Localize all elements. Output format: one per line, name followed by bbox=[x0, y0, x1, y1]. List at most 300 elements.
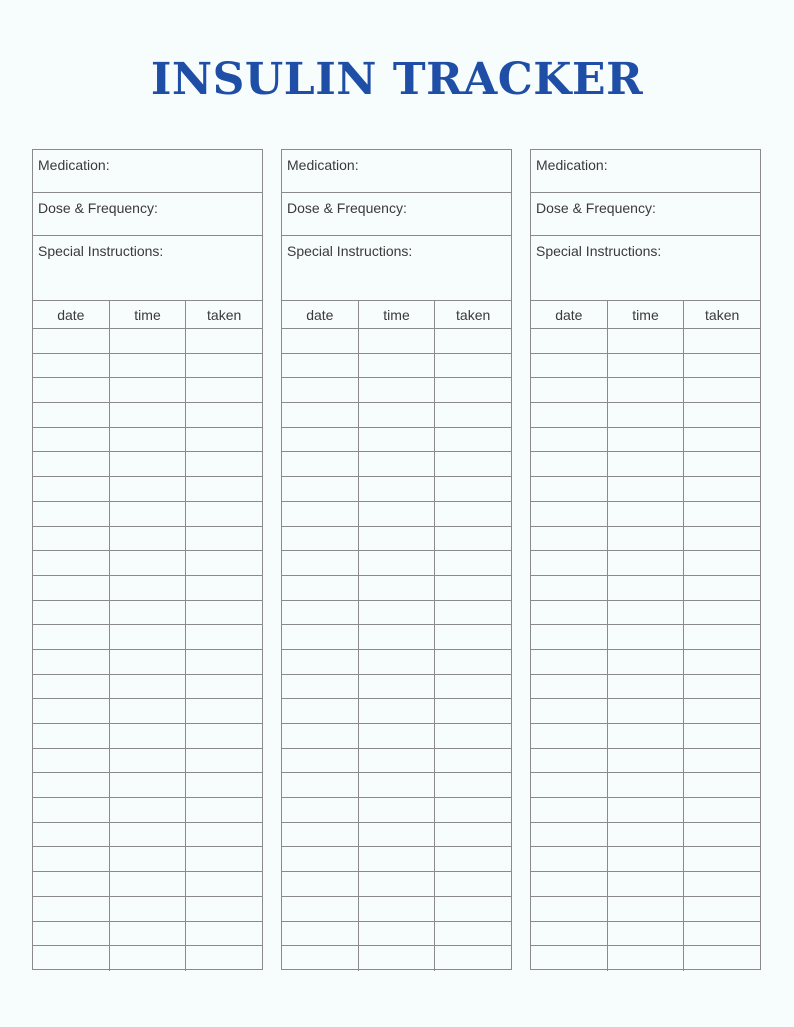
log-cell-taken[interactable] bbox=[186, 823, 262, 847]
log-cell-date[interactable] bbox=[33, 847, 110, 871]
log-cell-date[interactable] bbox=[531, 403, 608, 427]
log-cell-taken[interactable] bbox=[684, 699, 760, 723]
log-cell-date[interactable] bbox=[282, 452, 359, 476]
log-row bbox=[282, 354, 511, 379]
dose-frequency-label: Dose & Frequency: bbox=[536, 200, 656, 216]
log-cell-date[interactable] bbox=[33, 823, 110, 847]
log-cell-time[interactable] bbox=[608, 872, 685, 896]
log-cell-date[interactable] bbox=[282, 354, 359, 378]
log-cell-taken[interactable] bbox=[186, 354, 262, 378]
log-cell-time[interactable] bbox=[608, 699, 685, 723]
log-cell-time[interactable] bbox=[359, 403, 436, 427]
log-cell-time[interactable] bbox=[608, 601, 685, 625]
log-cell-taken[interactable] bbox=[435, 798, 511, 822]
log-cell-taken[interactable] bbox=[435, 699, 511, 723]
log-row bbox=[33, 650, 262, 675]
log-cell-taken[interactable] bbox=[186, 576, 262, 600]
tracker-table-2 bbox=[281, 149, 512, 970]
log-cell-date[interactable] bbox=[531, 378, 608, 402]
log-cell-time[interactable] bbox=[359, 527, 436, 551]
log-row bbox=[531, 773, 760, 798]
log-cell-time[interactable] bbox=[359, 650, 436, 674]
log-row bbox=[33, 872, 262, 897]
log-row bbox=[33, 749, 262, 774]
log-cell-taken[interactable] bbox=[435, 329, 511, 353]
log-cell-taken[interactable] bbox=[684, 502, 760, 526]
log-cell-date[interactable] bbox=[282, 922, 359, 946]
log-cell-time[interactable] bbox=[359, 675, 436, 699]
log-cell-date[interactable] bbox=[531, 699, 608, 723]
log-cell-date[interactable] bbox=[282, 576, 359, 600]
log-cell-date[interactable] bbox=[531, 428, 608, 452]
log-row bbox=[33, 551, 262, 576]
tracker-table-3 bbox=[530, 149, 761, 970]
log-cell-date[interactable] bbox=[33, 378, 110, 402]
log-cell-taken[interactable] bbox=[435, 428, 511, 452]
log-cell-date[interactable] bbox=[531, 502, 608, 526]
log-cell-date[interactable] bbox=[282, 329, 359, 353]
log-cell-date[interactable] bbox=[531, 625, 608, 649]
log-cell-time[interactable] bbox=[608, 773, 685, 797]
log-cell-taken[interactable] bbox=[186, 773, 262, 797]
log-cell-date[interactable] bbox=[282, 798, 359, 822]
log-cell-taken[interactable] bbox=[684, 773, 760, 797]
medication-field[interactable] bbox=[282, 150, 511, 193]
log-cell-taken[interactable] bbox=[186, 601, 262, 625]
log-cell-time[interactable] bbox=[110, 773, 187, 797]
log-row bbox=[33, 675, 262, 700]
column-header-taken: taken bbox=[456, 307, 491, 323]
log-cell-date[interactable] bbox=[33, 625, 110, 649]
log-cell-taken[interactable] bbox=[435, 354, 511, 378]
log-cell-taken[interactable] bbox=[186, 428, 262, 452]
log-cell-date[interactable] bbox=[282, 502, 359, 526]
log-cell-date[interactable] bbox=[282, 625, 359, 649]
log-cell-time[interactable] bbox=[110, 823, 187, 847]
special-instructions-field[interactable] bbox=[33, 236, 262, 301]
log-cell-date[interactable] bbox=[531, 477, 608, 501]
log-cell-taken[interactable] bbox=[435, 675, 511, 699]
log-cell-taken[interactable] bbox=[186, 872, 262, 896]
log-cell-date[interactable] bbox=[33, 922, 110, 946]
log-cell-time[interactable] bbox=[359, 872, 436, 896]
log-cell-date[interactable] bbox=[33, 897, 110, 921]
dose-frequency-field[interactable] bbox=[33, 193, 262, 236]
log-cell-taken[interactable] bbox=[684, 378, 760, 402]
log-cell-taken[interactable] bbox=[186, 551, 262, 575]
log-cell-date[interactable] bbox=[531, 897, 608, 921]
log-cell-time[interactable] bbox=[359, 946, 436, 971]
log-cell-time[interactable] bbox=[110, 650, 187, 674]
log-cell-time[interactable] bbox=[359, 922, 436, 946]
log-cell-time[interactable] bbox=[608, 625, 685, 649]
log-rows bbox=[33, 329, 262, 971]
log-cell-date[interactable] bbox=[531, 675, 608, 699]
log-row bbox=[531, 403, 760, 428]
special-instructions-field[interactable] bbox=[282, 236, 511, 301]
log-cell-time[interactable] bbox=[608, 428, 685, 452]
log-cell-time[interactable] bbox=[359, 477, 436, 501]
log-cell-taken[interactable] bbox=[186, 403, 262, 427]
log-cell-taken[interactable] bbox=[435, 378, 511, 402]
log-cell-taken[interactable] bbox=[435, 897, 511, 921]
log-cell-taken[interactable] bbox=[684, 477, 760, 501]
log-row bbox=[33, 773, 262, 798]
log-cell-taken[interactable] bbox=[186, 378, 262, 402]
log-row bbox=[33, 354, 262, 379]
log-cell-date[interactable] bbox=[531, 749, 608, 773]
log-row bbox=[33, 699, 262, 724]
log-row bbox=[531, 872, 760, 897]
log-cell-date[interactable] bbox=[531, 724, 608, 748]
log-cell-taken[interactable] bbox=[435, 650, 511, 674]
log-row bbox=[282, 749, 511, 774]
log-cell-taken[interactable] bbox=[435, 601, 511, 625]
log-row bbox=[531, 847, 760, 872]
log-cell-time[interactable] bbox=[110, 897, 187, 921]
log-cell-date[interactable] bbox=[531, 798, 608, 822]
log-cell-time[interactable] bbox=[608, 897, 685, 921]
log-cell-taken[interactable] bbox=[435, 403, 511, 427]
log-cell-time[interactable] bbox=[110, 625, 187, 649]
log-cell-time[interactable] bbox=[359, 601, 436, 625]
log-cell-date[interactable] bbox=[531, 922, 608, 946]
log-cell-time[interactable] bbox=[608, 527, 685, 551]
log-cell-taken[interactable] bbox=[684, 551, 760, 575]
log-cell-time[interactable] bbox=[608, 749, 685, 773]
log-cell-time[interactable] bbox=[110, 551, 187, 575]
log-cell-time[interactable] bbox=[608, 576, 685, 600]
log-cell-date[interactable] bbox=[531, 576, 608, 600]
log-row bbox=[282, 502, 511, 527]
log-cell-time[interactable] bbox=[608, 798, 685, 822]
log-row bbox=[33, 452, 262, 477]
log-cell-taken[interactable] bbox=[684, 897, 760, 921]
log-cell-taken[interactable] bbox=[684, 601, 760, 625]
log-row bbox=[282, 477, 511, 502]
log-row bbox=[33, 502, 262, 527]
log-cell-date[interactable] bbox=[33, 724, 110, 748]
log-cell-taken[interactable] bbox=[435, 749, 511, 773]
medication-label: Medication: bbox=[38, 157, 110, 173]
log-cell-date[interactable] bbox=[282, 527, 359, 551]
log-row bbox=[531, 428, 760, 453]
log-cell-date[interactable] bbox=[282, 823, 359, 847]
log-row bbox=[33, 428, 262, 453]
log-cell-date[interactable] bbox=[531, 452, 608, 476]
log-cell-date[interactable] bbox=[33, 749, 110, 773]
log-cell-date[interactable] bbox=[33, 502, 110, 526]
log-cell-time[interactable] bbox=[359, 378, 436, 402]
log-cell-time[interactable] bbox=[110, 749, 187, 773]
log-cell-time[interactable] bbox=[608, 847, 685, 871]
log-cell-time[interactable] bbox=[359, 502, 436, 526]
log-cell-date[interactable] bbox=[33, 477, 110, 501]
log-cell-time[interactable] bbox=[110, 354, 187, 378]
log-cell-date[interactable] bbox=[531, 329, 608, 353]
log-cell-taken[interactable] bbox=[435, 823, 511, 847]
log-cell-taken[interactable] bbox=[435, 724, 511, 748]
log-cell-taken[interactable] bbox=[435, 922, 511, 946]
log-row bbox=[282, 551, 511, 576]
log-row bbox=[282, 798, 511, 823]
log-cell-taken[interactable] bbox=[435, 477, 511, 501]
log-row bbox=[531, 452, 760, 477]
log-cell-taken[interactable] bbox=[186, 477, 262, 501]
log-cell-time[interactable] bbox=[110, 452, 187, 476]
log-cell-time[interactable] bbox=[359, 847, 436, 871]
log-cell-taken[interactable] bbox=[186, 749, 262, 773]
log-cell-time[interactable] bbox=[608, 551, 685, 575]
log-cell-date[interactable] bbox=[282, 650, 359, 674]
log-cell-time[interactable] bbox=[359, 428, 436, 452]
log-row bbox=[33, 403, 262, 428]
log-cell-taken[interactable] bbox=[186, 527, 262, 551]
log-cell-taken[interactable] bbox=[435, 527, 511, 551]
log-cell-time[interactable] bbox=[359, 354, 436, 378]
log-cell-date[interactable] bbox=[33, 329, 110, 353]
log-cell-taken[interactable] bbox=[684, 428, 760, 452]
log-cell-date[interactable] bbox=[282, 847, 359, 871]
log-cell-time[interactable] bbox=[608, 329, 685, 353]
log-cell-taken[interactable] bbox=[684, 847, 760, 871]
log-cell-date[interactable] bbox=[282, 403, 359, 427]
log-cell-date[interactable] bbox=[531, 823, 608, 847]
log-cell-taken[interactable] bbox=[684, 823, 760, 847]
log-cell-taken[interactable] bbox=[435, 773, 511, 797]
log-row bbox=[33, 724, 262, 749]
log-cell-date[interactable] bbox=[282, 378, 359, 402]
log-cell-date[interactable] bbox=[531, 354, 608, 378]
log-cell-date[interactable] bbox=[33, 798, 110, 822]
dose-frequency-field[interactable] bbox=[531, 193, 760, 236]
log-cell-taken[interactable] bbox=[435, 946, 511, 971]
log-cell-taken[interactable] bbox=[684, 724, 760, 748]
log-cell-time[interactable] bbox=[359, 823, 436, 847]
log-row bbox=[531, 625, 760, 650]
log-cell-taken[interactable] bbox=[186, 452, 262, 476]
log-cell-time[interactable] bbox=[110, 601, 187, 625]
log-cell-date[interactable] bbox=[33, 403, 110, 427]
log-cell-time[interactable] bbox=[110, 798, 187, 822]
log-header-row bbox=[33, 301, 262, 329]
log-cell-taken[interactable] bbox=[684, 872, 760, 896]
log-cell-time[interactable] bbox=[359, 897, 436, 921]
log-row bbox=[33, 576, 262, 601]
log-cell-taken[interactable] bbox=[186, 847, 262, 871]
log-cell-date[interactable] bbox=[282, 477, 359, 501]
log-cell-taken[interactable] bbox=[684, 403, 760, 427]
log-cell-date[interactable] bbox=[33, 872, 110, 896]
log-cell-date[interactable] bbox=[282, 551, 359, 575]
log-row bbox=[33, 601, 262, 626]
log-cell-date[interactable] bbox=[282, 601, 359, 625]
log-cell-time[interactable] bbox=[608, 823, 685, 847]
log-cell-date[interactable] bbox=[282, 699, 359, 723]
log-cell-time[interactable] bbox=[110, 724, 187, 748]
log-row bbox=[282, 428, 511, 453]
log-row bbox=[282, 922, 511, 947]
log-cell-time[interactable] bbox=[359, 724, 436, 748]
log-cell-taken[interactable] bbox=[435, 502, 511, 526]
log-cell-time[interactable] bbox=[110, 403, 187, 427]
medication-label: Medication: bbox=[536, 157, 608, 173]
log-cell-time[interactable] bbox=[608, 650, 685, 674]
log-rows bbox=[531, 329, 760, 971]
log-cell-time[interactable] bbox=[110, 847, 187, 871]
log-row bbox=[531, 675, 760, 700]
log-cell-time[interactable] bbox=[359, 329, 436, 353]
log-cell-time[interactable] bbox=[608, 946, 685, 971]
log-cell-time[interactable] bbox=[110, 946, 187, 971]
log-cell-time[interactable] bbox=[110, 502, 187, 526]
log-cell-taken[interactable] bbox=[186, 502, 262, 526]
log-cell-taken[interactable] bbox=[186, 675, 262, 699]
special-instructions-field[interactable] bbox=[531, 236, 760, 301]
log-row bbox=[282, 897, 511, 922]
log-cell-taken[interactable] bbox=[186, 798, 262, 822]
log-cell-date[interactable] bbox=[531, 946, 608, 971]
column-header-time: time bbox=[110, 301, 187, 328]
column-header-date: date bbox=[531, 301, 608, 328]
medication-field[interactable] bbox=[33, 150, 262, 193]
log-cell-time[interactable] bbox=[110, 675, 187, 699]
log-cell-date[interactable] bbox=[33, 354, 110, 378]
log-cell-taken[interactable] bbox=[186, 724, 262, 748]
log-cell-date[interactable] bbox=[282, 724, 359, 748]
log-cell-taken[interactable] bbox=[186, 329, 262, 353]
log-cell-time[interactable] bbox=[608, 922, 685, 946]
log-row bbox=[282, 329, 511, 354]
log-cell-time[interactable] bbox=[110, 428, 187, 452]
log-cell-time[interactable] bbox=[359, 699, 436, 723]
log-cell-date[interactable] bbox=[531, 551, 608, 575]
log-cell-date[interactable] bbox=[282, 946, 359, 971]
log-cell-date[interactable] bbox=[33, 773, 110, 797]
log-row bbox=[531, 329, 760, 354]
log-cell-taken[interactable] bbox=[435, 452, 511, 476]
log-cell-time[interactable] bbox=[110, 329, 187, 353]
log-cell-taken[interactable] bbox=[684, 452, 760, 476]
log-cell-taken[interactable] bbox=[684, 354, 760, 378]
log-cell-taken[interactable] bbox=[186, 922, 262, 946]
log-cell-date[interactable] bbox=[282, 773, 359, 797]
medication-label: Medication: bbox=[287, 157, 359, 173]
log-cell-time[interactable] bbox=[110, 699, 187, 723]
log-cell-taken[interactable] bbox=[684, 576, 760, 600]
log-row bbox=[33, 527, 262, 552]
log-cell-date[interactable] bbox=[33, 650, 110, 674]
log-cell-taken[interactable] bbox=[435, 625, 511, 649]
log-cell-time[interactable] bbox=[110, 527, 187, 551]
log-cell-date[interactable] bbox=[282, 428, 359, 452]
log-cell-time[interactable] bbox=[110, 922, 187, 946]
log-cell-taken[interactable] bbox=[684, 329, 760, 353]
log-cell-time[interactable] bbox=[608, 502, 685, 526]
log-cell-time[interactable] bbox=[359, 749, 436, 773]
log-cell-date[interactable] bbox=[33, 527, 110, 551]
log-cell-time[interactable] bbox=[359, 625, 436, 649]
log-cell-taken[interactable] bbox=[684, 625, 760, 649]
log-cell-taken[interactable] bbox=[186, 650, 262, 674]
log-cell-date[interactable] bbox=[531, 527, 608, 551]
log-cell-taken[interactable] bbox=[684, 749, 760, 773]
log-cell-taken[interactable] bbox=[684, 922, 760, 946]
log-row bbox=[531, 922, 760, 947]
log-cell-time[interactable] bbox=[359, 773, 436, 797]
log-cell-date[interactable] bbox=[531, 847, 608, 871]
log-cell-date[interactable] bbox=[531, 601, 608, 625]
log-cell-taken[interactable] bbox=[186, 625, 262, 649]
log-header-row bbox=[282, 301, 511, 329]
log-row bbox=[33, 946, 262, 971]
log-cell-date[interactable] bbox=[282, 749, 359, 773]
log-cell-time[interactable] bbox=[359, 452, 436, 476]
log-cell-taken[interactable] bbox=[186, 699, 262, 723]
log-cell-date[interactable] bbox=[33, 576, 110, 600]
log-cell-date[interactable] bbox=[531, 773, 608, 797]
log-cell-taken[interactable] bbox=[684, 798, 760, 822]
log-cell-taken[interactable] bbox=[684, 650, 760, 674]
log-cell-time[interactable] bbox=[110, 378, 187, 402]
log-cell-taken[interactable] bbox=[186, 897, 262, 921]
log-cell-date[interactable] bbox=[33, 699, 110, 723]
log-cell-taken[interactable] bbox=[435, 551, 511, 575]
log-cell-date[interactable] bbox=[531, 872, 608, 896]
log-cell-time[interactable] bbox=[608, 378, 685, 402]
log-cell-date[interactable] bbox=[531, 650, 608, 674]
log-cell-date[interactable] bbox=[33, 452, 110, 476]
dose-frequency-field[interactable] bbox=[282, 193, 511, 236]
log-cell-date[interactable] bbox=[282, 897, 359, 921]
log-cell-taken[interactable] bbox=[435, 872, 511, 896]
log-row bbox=[282, 872, 511, 897]
log-cell-time[interactable] bbox=[359, 798, 436, 822]
medication-field[interactable] bbox=[531, 150, 760, 193]
log-cell-time[interactable] bbox=[608, 724, 685, 748]
log-cell-date[interactable] bbox=[33, 601, 110, 625]
log-cell-time[interactable] bbox=[608, 403, 685, 427]
log-cell-time[interactable] bbox=[608, 354, 685, 378]
log-cell-taken[interactable] bbox=[684, 527, 760, 551]
log-cell-time[interactable] bbox=[110, 872, 187, 896]
log-row bbox=[33, 625, 262, 650]
log-cell-time[interactable] bbox=[359, 551, 436, 575]
log-cell-time[interactable] bbox=[110, 576, 187, 600]
log-cell-date[interactable] bbox=[33, 946, 110, 971]
log-cell-date[interactable] bbox=[33, 675, 110, 699]
log-cell-date[interactable] bbox=[33, 428, 110, 452]
log-row bbox=[531, 576, 760, 601]
log-cell-date[interactable] bbox=[282, 675, 359, 699]
log-row bbox=[282, 699, 511, 724]
log-cell-time[interactable] bbox=[359, 576, 436, 600]
log-cell-date[interactable] bbox=[33, 551, 110, 575]
log-cell-taken[interactable] bbox=[186, 946, 262, 971]
log-cell-time[interactable] bbox=[110, 477, 187, 501]
log-cell-taken[interactable] bbox=[435, 576, 511, 600]
log-cell-time[interactable] bbox=[608, 477, 685, 501]
log-cell-time[interactable] bbox=[608, 452, 685, 476]
log-row bbox=[531, 650, 760, 675]
log-cell-time[interactable] bbox=[608, 675, 685, 699]
log-row bbox=[33, 329, 262, 354]
log-cell-taken[interactable] bbox=[435, 847, 511, 871]
log-cell-date[interactable] bbox=[282, 872, 359, 896]
log-cell-taken[interactable] bbox=[684, 946, 760, 971]
log-cell-taken[interactable] bbox=[684, 675, 760, 699]
log-row bbox=[531, 823, 760, 848]
